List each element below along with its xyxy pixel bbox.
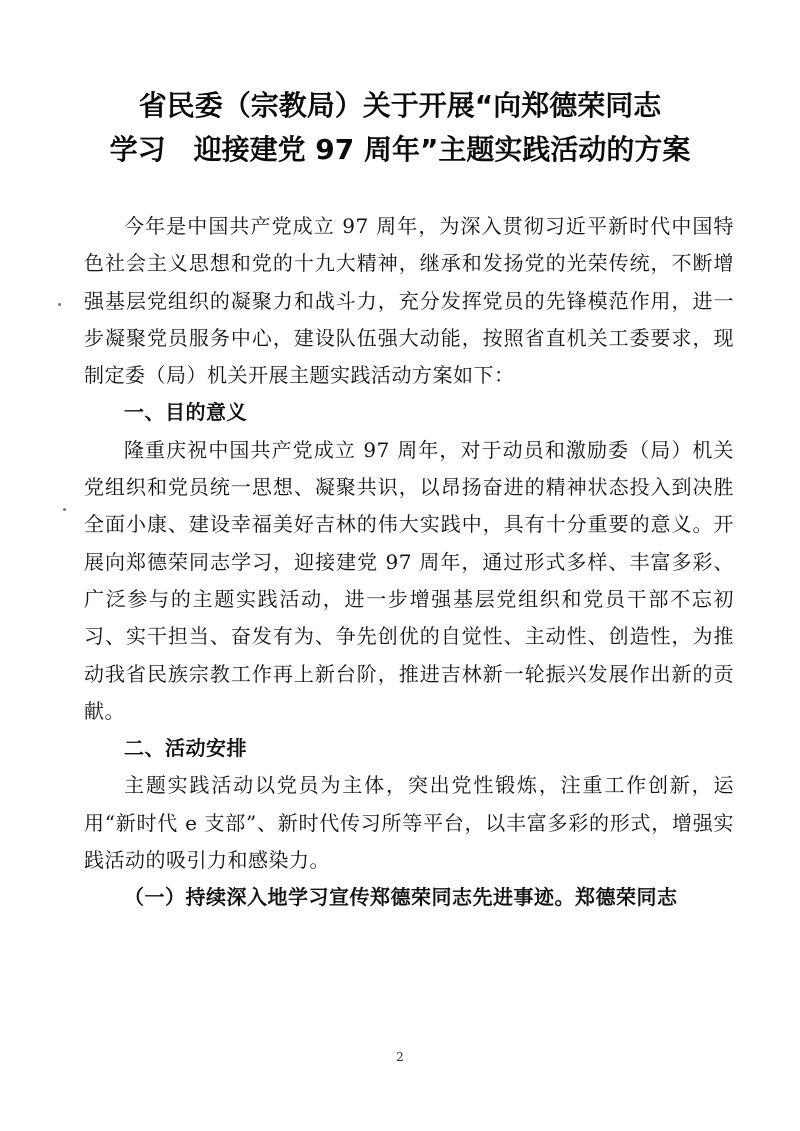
purpose-paragraph: 隆重庆祝中国共产党成立 97 周年，对于动员和激励委（局）机关党组织和党员统一思想、凝聚共识，以昂扬奋进的精神状态投入到决胜全面小康、建设幸福美好吉林的伟大实践中，具有十分重要的意义。开展向郑德荣同志学习，迎接建党 97 周年，通过形式多样、丰富多彩、广泛参与的主题实践活动，进一步增强基层党组织和党员干部不忘初习、实干担当、奋发有为、争先创优的自觉性、主动性、创造性，为推动我省民族宗教工作再上新台阶，推进吉林新一轮振兴发展作出新的贡献。 xyxy=(84,437,734,723)
title-line-1: 省民委（宗教局）关于开展“向郑德荣同志 xyxy=(138,89,662,122)
document-title xyxy=(80,84,720,172)
subsection-paragraph-1: （一）持续深入地学习宣传郑德荣同志先进事迹。郑德荣同志 xyxy=(124,885,678,910)
scan-speck xyxy=(63,508,66,511)
section-heading-arrangement: 二、活动安排 xyxy=(124,736,247,761)
title-line-2: 学习 迎接建党 97 周年”主题实践活动的方案 xyxy=(109,133,691,166)
section-heading-purpose: 一、目的意义 xyxy=(124,400,247,425)
document-body xyxy=(84,208,734,917)
intro-paragraph: 今年是中国共产党成立 97 周年，为深入贯彻习近平新时代中国特色社会主义思想和党的十九大精神，继承和发扬党的光荣传统，不断增强基层党组织的凝聚力和战斗力，充分发挥党员的先锋模范作用，进一步凝聚党员服务中心，建设队伍强大动能，按照省直机关工委要求，现制定委（局）机关开展主题实践活动方案如下： xyxy=(84,214,734,388)
arrangement-paragraph: 主题实践活动以党员为主体，突出党性锻炼，注重工作创新，运用“新时代 e 支部”、新时代传习所等平台，以丰富多彩的形式，增强实践活动的吸引力和感染力。 xyxy=(84,773,734,873)
scan-speck xyxy=(58,303,61,306)
page-number: 2 xyxy=(396,1050,404,1064)
